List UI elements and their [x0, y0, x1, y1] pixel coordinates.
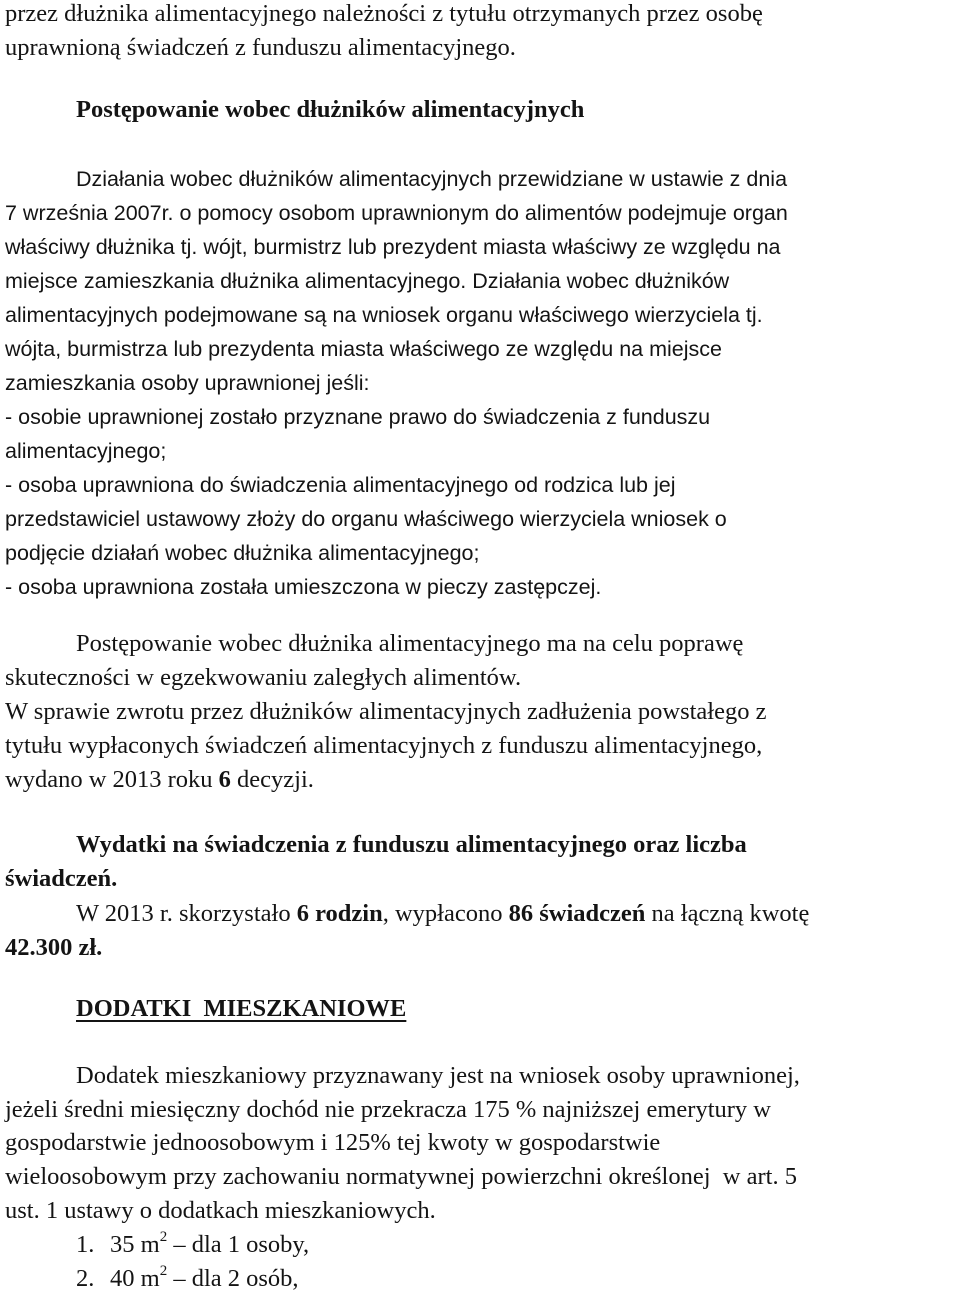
text-fragment: Działania wobec dłużników: [472, 269, 730, 293]
list-number: 1.: [76, 1231, 95, 1258]
paragraph-line: gospodarstwie jednoosobowym i 125% tej kwoty w gospodarstwie: [5, 1129, 661, 1156]
section-heading-wydatki-cont: świadczeń.: [5, 865, 118, 892]
paragraph-line: [5, 203, 788, 225]
paragraph-line: zamieszkania osoby uprawnionej jeśli:: [5, 371, 370, 395]
paragraph-line: [5, 768, 314, 793]
text-fragment: decyzji.: [230, 766, 314, 793]
paragraph-line: tytułu wypłaconych świadczeń alimentacyjnych z funduszu alimentacyjnego,: [5, 732, 763, 759]
text-fragment: wójt, burmistrz lub prezydent miasta właściwy ze względu na: [203, 235, 781, 259]
superscript: 2: [159, 1263, 168, 1279]
decision-count: 6: [218, 766, 231, 793]
paragraph-line: wójta, burmistrza lub prezydenta miasta właściwego ze względu na miejsce: [5, 337, 722, 361]
list-item: [76, 1229, 310, 1258]
list-item: [76, 1263, 299, 1292]
list-line: podjęcie działań wobec dłużnika alimentacyjnego;: [5, 541, 480, 565]
text-fragment: miejsce zamieszkania dłużnika alimentacyjnego.: [5, 269, 467, 293]
text-fragment: wydano w 2013 roku: [5, 766, 219, 793]
list-line: - osobie uprawnionej zostało przyznane prawo do świadczenia z funduszu: [5, 405, 711, 429]
paragraph-line: wieloosobowym przy zachowaniu normatywnej powierzchni określonej w art. 5: [5, 1163, 797, 1190]
families-count: 6 rodzin: [296, 900, 383, 927]
paragraph-line: Dodatek mieszkaniowy przyznawany jest na wniosek osoby uprawnionej,: [76, 1062, 800, 1089]
paragraph-line: skuteczności w egzekwowaniu zaległych alimentów.: [5, 664, 522, 691]
paragraph-line: [5, 237, 781, 259]
text-fragment: właściwy dłużnika tj.: [5, 235, 198, 259]
text-fragment: , wypłacono: [382, 900, 509, 927]
list-text: – dla 2 osób,: [173, 1265, 299, 1292]
paragraph-line: [5, 271, 729, 293]
paragraph-line: jeżeli średni miesięczny dochód nie przekracza 175 % najniższej emerytury w: [5, 1096, 771, 1123]
list-text: – dla 1 osoby,: [173, 1231, 310, 1258]
list-line: - osoba uprawniona została umieszczona w pieczy zastępczej.: [5, 575, 602, 599]
text-fragment: na łączną kwotę: [645, 900, 810, 927]
date-text: 7 września 2007r.: [5, 201, 174, 225]
paragraph-line: alimentacyjnych podejmowane są na wniosek organu właściwego wierzyciela tj.: [5, 303, 763, 327]
superscript: 2: [159, 1229, 168, 1245]
intro-line-2: uprawnioną świadczeń z funduszu alimentacyjnego.: [5, 34, 516, 61]
list-line: przedstawiciel ustawowy złoży do organu właściwego wierzyciela wniosek o: [5, 507, 727, 531]
paragraph-line: Postępowanie wobec dłużnika alimentacyjnego ma na celu poprawę: [76, 630, 744, 657]
section-heading-postepowanie: Postępowanie wobec dłużników alimentacyjnych: [76, 96, 585, 123]
text-fragment: W 2013 r. skorzystało: [76, 900, 297, 927]
paragraph-line: Działania wobec dłużników alimentacyjnych przewidziane w ustawie z dnia: [76, 167, 788, 191]
area-value: 40 m: [110, 1265, 160, 1292]
section-heading-wydatki: Wydatki na świadczenia z funduszu alimentacyjnego oraz liczba: [76, 831, 747, 858]
total-amount: 42.300 zł.: [5, 934, 103, 961]
benefits-count: 86 świadczeń: [508, 900, 646, 927]
intro-line-1: przez dłużnika alimentacyjnego należności z tytułu otrzymanych przez osobę: [5, 0, 763, 27]
section-heading-dodatki: DODATKI MIESZKANIOWE: [76, 995, 407, 1022]
paragraph-line: [76, 902, 809, 927]
list-line: - osoba uprawniona do świadczenia alimentacyjnego od rodzica lub jej: [5, 473, 676, 497]
list-line: alimentacyjnego;: [5, 439, 167, 463]
area-value: 35 m: [110, 1231, 160, 1258]
paragraph-line: ust. 1 ustawy o dodatkach mieszkaniowych.: [5, 1197, 436, 1224]
paragraph-line: W sprawie zwrotu przez dłużników alimentacyjnych zadłużenia powstałego z: [5, 698, 767, 725]
list-number: 2.: [76, 1265, 95, 1292]
act-title-text: o pomocy osobom uprawnionym do alimentów podejmuje organ: [179, 201, 788, 225]
